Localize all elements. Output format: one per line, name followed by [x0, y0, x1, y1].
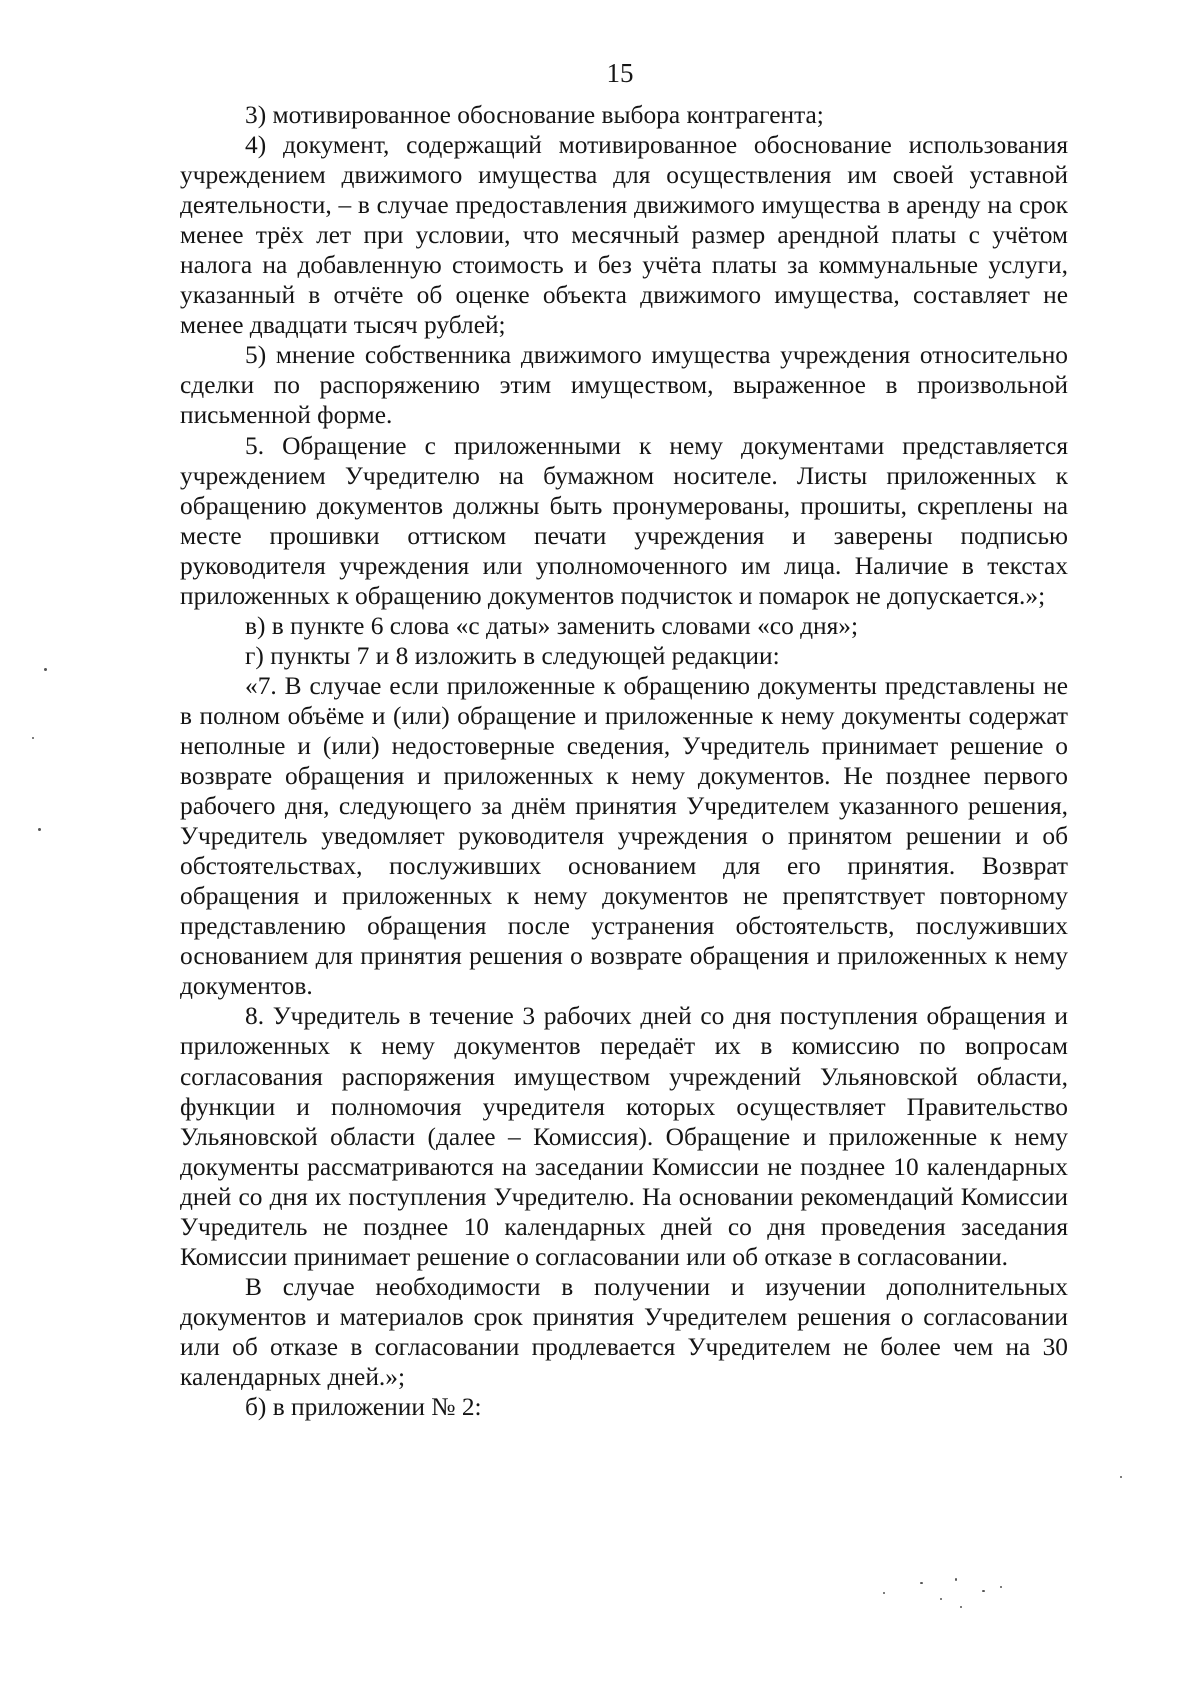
- paragraph-item-4: 4) документ, содержащий мотивированное обоснование использования учреждением движимого имущества для осуществления им своей уставной деятельности, – в случае предоставления движимого имущества в аренду на срок менее трёх лет при условии, что месячный размер арендной платы с учётом налога на добавленную стоимость и без учёта платы за коммунальные услуги, указанный в отчёте об оценке объекта движимого имущества, составляет не менее двадцати тысяч рублей;: [180, 131, 1068, 340]
- paragraph-item-3: 3) мотивированное обоснование выбора контрагента;: [245, 101, 824, 129]
- document-body: [180, 100, 1068, 1422]
- scan-speck: [982, 1590, 985, 1592]
- scan-speck: [38, 828, 41, 831]
- paragraph-clause-8: 8. Учредитель в течение 3 рабочих дней со дня поступления обращения и приложенных к нему документов передаёт их в комиссию по вопросам согласования распоряжения имуществом учреждений Ульяновской области, функции и полномочия учредителя которых осуществляет Правительство Ульяновской области (далее – Комиссия). Обращение и приложенные к нему документы рассматриваются на заседании Комиссии не позднее 10 календарных дней со дня их поступления Учредителю. На основании рекомендаций Комиссии Учредитель не позднее 10 календарных дней со дня проведения заседания Комиссии принимает решение о согласовании или об отказе в согласовании.: [180, 1002, 1068, 1271]
- scan-speck: [955, 1578, 957, 1581]
- paragraph-extension: В случае необходимости в получении и изучении дополнительных документов и материалов срок принятия Учредителем решения о согласовании или об отказе в согласовании продлевается Учредителем не более чем на 30 календарных дней.»;: [180, 1272, 1068, 1391]
- paragraph-subitem-g: г) пункты 7 и 8 изложить в следующей редакции:: [245, 641, 780, 670]
- scan-speck: [1000, 1586, 1002, 1588]
- scan-speck: [960, 1606, 962, 1608]
- paragraph-clause-7: «7. В случае если приложенные к обращению документы представлены не в полном объёме и (или) обращение и приложенные к нему документы содержат неполные и (или) недостоверные сведения, Учредитель принимает решение о возврате обращения и приложенных к нему документов. Не позднее первого рабочего дня, следующего за днём принятия Учредителем указанного решения, Учредитель уведомляет руководителя учреждения о принятом решении и об обстоятельствах, послуживших основанием для его принятия. Возврат обращения и приложенных к нему документов не препятствует повторному представлению обращения после устранения обстоятельств, послуживших основанием для принятия решения о возврате обращения и приложенных к нему документов.: [180, 671, 1068, 1001]
- scan-speck: [1120, 1476, 1122, 1478]
- scan-speck: [883, 1592, 885, 1594]
- paragraph-subitem-v: в) в пункте 6 слова «с даты» заменить словами «со дня»;: [245, 611, 859, 640]
- scan-speck: [44, 668, 47, 671]
- scan-speck: [920, 1582, 923, 1584]
- scan-speck: [32, 737, 34, 739]
- paragraph-clause-5: 5. Обращение с приложенными к нему документами представляется учреждением Учредителю на бумажном носителе. Листы приложенных к обращению документов должны быть пронумерованы, прошиты, скреплены на месте прошивки оттиском печати учреждения и заверены подписью руководителя учреждения или уполномоченного им лица. Наличие в текстах приложенных к обращению документов подчисток и помарок не допускается.»;: [180, 431, 1068, 610]
- paragraph-subitem-b: б) в приложении № 2:: [245, 1393, 482, 1422]
- scan-speck: [940, 1598, 942, 1600]
- paragraph-item-5: 5) мнение собственника движимого имущества учреждения относительно сделки по распоряжению этим имуществом, выраженное в произвольной письменной форме.: [180, 341, 1068, 430]
- page-number: 15: [606, 58, 634, 88]
